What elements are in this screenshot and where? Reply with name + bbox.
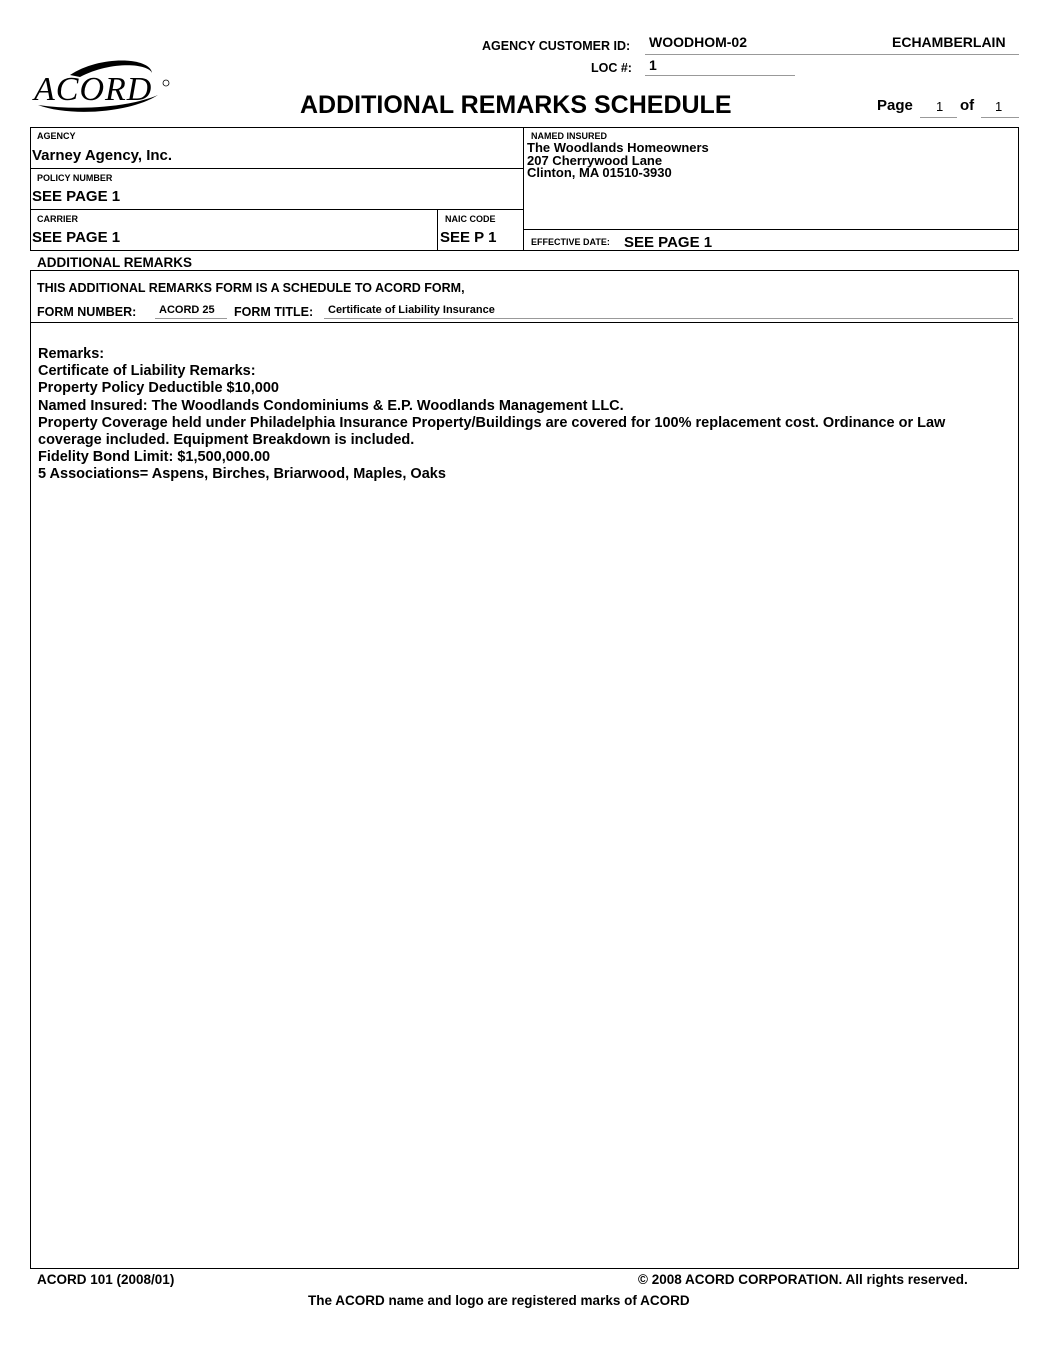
named-insured-line: The Woodlands Homeowners bbox=[527, 140, 709, 155]
named-insured-line: 207 Cherrywood Lane bbox=[527, 152, 663, 168]
agency-customer-id-label: AGENCY CUSTOMER ID: bbox=[482, 39, 631, 53]
footer-trademark: The ACORD name and logo are registered marks of ACORD bbox=[308, 1293, 690, 1308]
info-divider-agency bbox=[30, 168, 523, 169]
user-id: ECHAMBERLAIN bbox=[892, 34, 1006, 50]
form-title-value: Certificate of Liability Insurance bbox=[328, 304, 495, 316]
effective-date-label: EFFECTIVE DATE: bbox=[531, 237, 610, 247]
agency-value: Varney Agency, Inc. bbox=[32, 147, 173, 164]
footer-form-id: ACORD 101 (2008/01) bbox=[37, 1272, 175, 1287]
form-number-label: FORM NUMBER: bbox=[37, 305, 137, 319]
agency-label: AGENCY bbox=[37, 131, 76, 141]
page-total-underline bbox=[981, 117, 1019, 118]
policy-number-value: SEE PAGE 1 bbox=[32, 188, 121, 205]
remarks-line: Fidelity Bond Limit: $1,500,000.00 bbox=[38, 449, 271, 466]
info-divider-effective bbox=[523, 229, 1019, 230]
remarks-line: Remarks: bbox=[38, 346, 105, 362]
remarks-line: Property Policy Deductible $10,000 bbox=[38, 380, 279, 397]
page-number-underline bbox=[920, 117, 957, 118]
acord-logo-text: ACORD bbox=[34, 71, 153, 108]
form-title-underline bbox=[324, 318, 1013, 319]
of-label: of bbox=[960, 97, 975, 114]
schedule-statement: THIS ADDITIONAL REMARKS FORM IS A SCHEDULE TO ACORD FORM, bbox=[37, 281, 465, 295]
page-number: 1 bbox=[936, 99, 944, 114]
carrier-value: SEE PAGE 1 bbox=[32, 229, 121, 246]
remarks-line: 5 Associations= Aspens, Birches, Briarwood, Maples, Oaks bbox=[38, 466, 446, 483]
remarks-body bbox=[38, 346, 1013, 484]
policy-number-label: POLICY NUMBER bbox=[37, 173, 113, 183]
named-insured-line: Clinton, MA 01510-3930 bbox=[527, 165, 672, 180]
form-number-underline bbox=[155, 318, 227, 319]
remarks-line: Property Coverage held under Philadelphia Insurance Property/Buildings are covered for 100% replacement cost. Ordinance or Law coverage included. Equipment Breakdown is included. bbox=[38, 414, 946, 449]
footer-copyright: © 2008 ACORD CORPORATION. All rights reserved. bbox=[638, 1272, 968, 1287]
named-insured-label: NAMED INSURED bbox=[531, 131, 608, 141]
remarks-line: Named Insured: The Woodlands Condominiums & E.P. Woodlands Management LLC. bbox=[38, 397, 624, 414]
remarks-line: Certificate of Liability Remarks: bbox=[38, 363, 256, 380]
page-title: ADDITIONAL REMARKS SCHEDULE bbox=[300, 91, 732, 119]
loc-value: 1 bbox=[649, 57, 657, 73]
carrier-label: CARRIER bbox=[37, 214, 79, 224]
acord-logo-underswoosh-icon bbox=[30, 55, 180, 125]
page-label: Page bbox=[877, 97, 913, 114]
naic-code-value: SEE P 1 bbox=[440, 229, 497, 246]
page-total: 1 bbox=[995, 99, 1003, 114]
info-box bbox=[30, 127, 1019, 251]
info-divider-vertical bbox=[523, 127, 524, 251]
remarks-header-divider bbox=[30, 322, 1019, 323]
info-divider-policy bbox=[30, 209, 523, 210]
agency-customer-id-value: WOODHOM-02 bbox=[649, 34, 747, 50]
form-title-label: FORM TITLE: bbox=[234, 305, 314, 319]
acord-logo bbox=[30, 55, 180, 125]
form-number-value: ACORD 25 bbox=[159, 304, 215, 316]
naic-code-label: NAIC CODE bbox=[445, 214, 496, 224]
additional-remarks-heading: ADDITIONAL REMARKS bbox=[37, 255, 192, 270]
loc-label: LOC #: bbox=[591, 61, 632, 75]
effective-date-value: SEE PAGE 1 bbox=[624, 234, 713, 251]
customer-id-underline bbox=[645, 54, 1019, 55]
info-divider-naic bbox=[437, 209, 438, 251]
named-insured-value bbox=[527, 142, 709, 180]
loc-underline bbox=[645, 75, 795, 76]
